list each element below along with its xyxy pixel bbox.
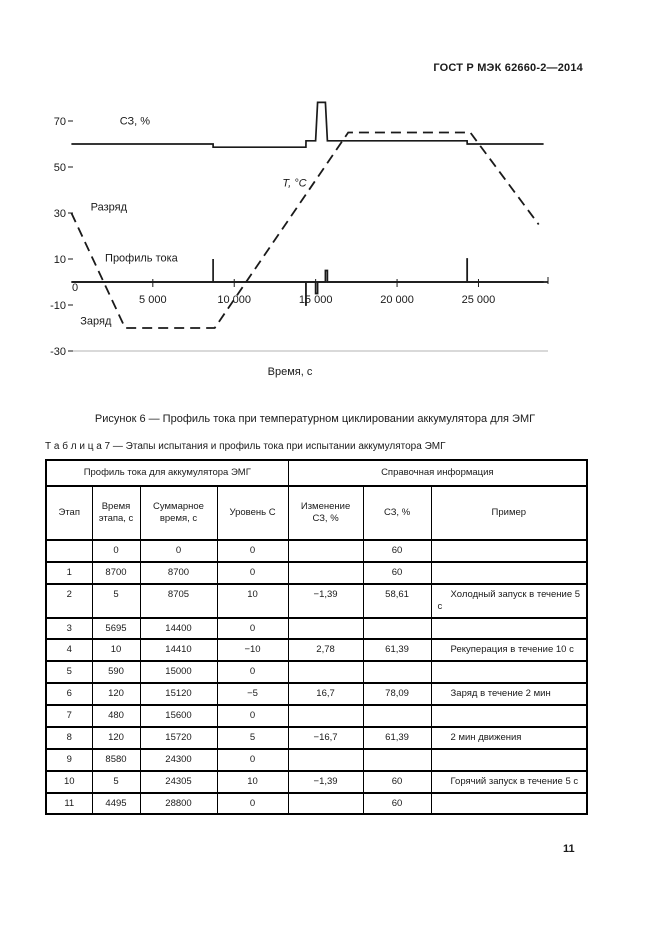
chart-annotation: СЗ, % [119,115,151,128]
table-column-header: СЗ, % [363,486,431,540]
table-cell: −10 [217,639,288,661]
table-row [46,661,587,683]
table-cell: 5695 [92,618,140,640]
table-cell [431,540,587,562]
table-cell: 24300 [140,749,217,771]
table-cell: 61,39 [363,639,431,661]
table-cell: 8700 [140,562,217,584]
table-row [46,584,587,618]
table-cell: 8705 [140,584,217,618]
table-cell: 590 [92,661,140,683]
table-cell [431,793,587,815]
table-cell: 11 [46,793,92,815]
table-cell: 24305 [140,771,217,793]
table-column-header: Суммарное время, с [140,486,217,540]
table-cell: −1,39 [288,584,363,618]
table-cell [288,749,363,771]
table-cell: 15720 [140,727,217,749]
table-cell [431,705,587,727]
table-cell: 14410 [140,639,217,661]
table-group-header: Справочная информация [288,460,587,486]
table-row [46,618,587,640]
table-title: Т а б л и ц а 7 — Этапы испытания и профиль тока при испытании аккумулятора ЭМГ [45,441,446,452]
table-cell: −1,39 [288,771,363,793]
table-cell: 78,09 [363,683,431,705]
table-cell [46,540,92,562]
table-cell: Рекуперация в течение 10 с [431,639,587,661]
figure-caption: Рисунок 6 — Профиль тока при температурном циклировании аккумулятора для ЭМГ [94,413,536,425]
table-cell [363,661,431,683]
y-tick-label: -10 [50,300,66,312]
table-row [46,705,587,727]
y-tick-label: 30 [53,208,66,220]
y-tick-label: 10 [53,254,66,266]
table-cell: 8700 [92,562,140,584]
chart-canvas [40,83,610,391]
table-cell: 60 [363,793,431,815]
table-column-header: Пример [431,486,587,540]
table-column-header: Изменение СЗ, % [288,486,363,540]
table-cell: 60 [363,771,431,793]
table-cell: 5 [92,584,140,618]
figure-6-chart [40,83,610,391]
table-cell: 2,78 [288,639,363,661]
table-cell: 480 [92,705,140,727]
table-cell: 0 [92,540,140,562]
table-cell: Холодный запуск в течение 5 с [431,584,587,618]
table-7 [45,459,588,815]
table-cell [431,618,587,640]
table-cell: 58,61 [363,584,431,618]
table-cell [288,618,363,640]
table-cell: 120 [92,683,140,705]
table-cell: 8580 [92,749,140,771]
table-cell: 2 [46,584,92,618]
x-tick-label: 25 000 [461,294,496,306]
table-cell: 16,7 [288,683,363,705]
table-head [46,460,587,540]
table-column-header: Уровень С [217,486,288,540]
table-cell: 5 [46,661,92,683]
table-cell: 15120 [140,683,217,705]
table-cell [288,562,363,584]
table-cell: 5 [92,771,140,793]
table-cell [431,749,587,771]
table-cell: 3 [46,618,92,640]
table-cell: 0 [217,661,288,683]
table-cell: −5 [217,683,288,705]
table-cell: 4 [46,639,92,661]
table-cell: Горячий запуск в течение 5 с [431,771,587,793]
table-cell: 1 [46,562,92,584]
table-cell: 0 [217,562,288,584]
table-cell: 6 [46,683,92,705]
table-cell: 10 [46,771,92,793]
table-cell: 10 [217,584,288,618]
table-cell: 0 [217,540,288,562]
chart-annotation: Разряд [90,201,128,214]
x-axis-title: Время, с [267,366,313,378]
table-group-header: Профиль тока для аккумулятора ЭМГ [46,460,288,486]
table-cell: 10 [92,639,140,661]
table-cell [363,705,431,727]
table-row [46,540,587,562]
page-number: 11 [563,843,575,855]
table-cell: 60 [363,562,431,584]
table-cell: 61,39 [363,727,431,749]
table-cell: 0 [217,705,288,727]
table-cell: 0 [217,618,288,640]
table-cell: 10 [217,771,288,793]
table-cell: 0 [140,540,217,562]
table-cell [288,661,363,683]
table-row [46,562,587,584]
table-row [46,727,587,749]
y-tick-label: 50 [53,162,66,174]
x-tick-label: 5 000 [139,294,167,306]
table-row [46,771,587,793]
table-cell: 4495 [92,793,140,815]
chart-annotation: T, °C [282,177,307,190]
table-row [46,749,587,771]
table-cell: 0 [217,749,288,771]
table-row [46,683,587,705]
table-body [46,540,587,814]
table-column-header-row [46,486,587,540]
table-cell [288,793,363,815]
table-cell: Заряд в течение 2 мин [431,683,587,705]
table-cell: 15000 [140,661,217,683]
table-cell [288,540,363,562]
table-cell: 28800 [140,793,217,815]
chart-annotation: Профиль тока [105,252,178,265]
table-cell [363,749,431,771]
table-cell [431,562,587,584]
origin-label: 0 [71,282,79,294]
table-cell [288,705,363,727]
table-cell: 60 [363,540,431,562]
table-cell: 14400 [140,618,217,640]
chart-annotation: Заряд [80,315,112,328]
table-cell: 2 мин движения [431,727,587,749]
y-tick-label: 70 [53,116,66,128]
y-tick-label: -30 [50,346,66,358]
table-cell [363,618,431,640]
table-column-header: Время этапа, с [92,486,140,540]
x-tick-label: 10 000 [217,294,252,306]
x-tick-label: 20 000 [380,294,414,306]
table-cell: 7 [46,705,92,727]
table-row [46,793,587,815]
table-group-header-row [46,460,587,486]
table-cell: 0 [217,793,288,815]
table-cell [431,661,587,683]
table-cell: 15600 [140,705,217,727]
document-title: ГОСТ Р МЭК 62660-2—2014 [433,62,583,74]
table-cell: 120 [92,727,140,749]
table-cell: −16,7 [288,727,363,749]
table-cell: 8 [46,727,92,749]
table-column-header: Этап [46,486,92,540]
table-cell: 5 [217,727,288,749]
x-tick-label: 15 000 [298,294,333,306]
table-row [46,639,587,661]
table-cell: 9 [46,749,92,771]
